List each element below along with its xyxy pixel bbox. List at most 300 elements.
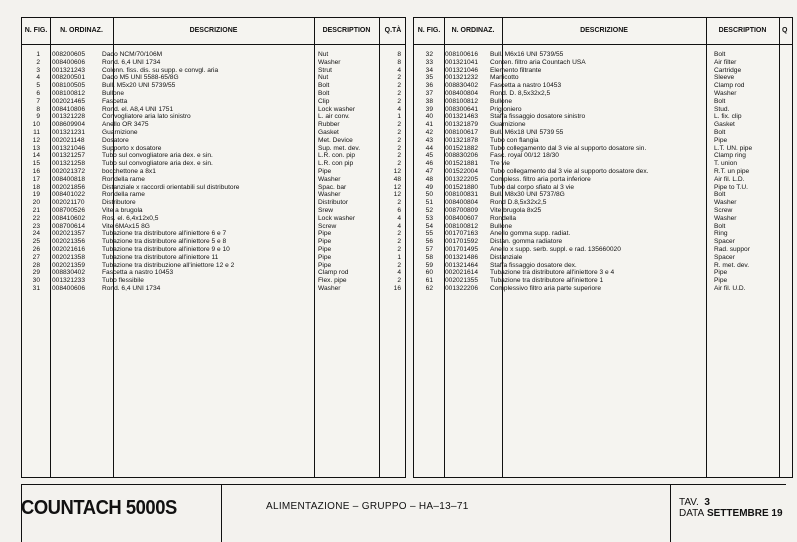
cell-code: 001321046	[445, 66, 479, 74]
cell-desc-en: Pipe	[318, 167, 332, 175]
cell-qty: 2	[397, 230, 401, 238]
table-row	[22, 129, 405, 137]
cell-qty: 2	[397, 160, 401, 168]
cell-desc-it: Tubazione tra distributore all'iniettore 6 e 7	[102, 230, 227, 238]
cell-desc-it: Distanziale x raccordi orientabili sul distributore	[102, 183, 240, 191]
table-row	[414, 176, 792, 184]
cell-desc-it: Distanziale	[490, 253, 523, 261]
cell-desc-en: Washer	[714, 89, 737, 97]
cell-desc-en: Pipe	[318, 261, 332, 269]
cell-desc-it: Complessivo filtro aria parte superiore	[490, 284, 602, 292]
cell-desc-en: Washer	[714, 214, 737, 222]
cell-desc-en: Cartridge	[714, 66, 742, 74]
cell-fig: 48	[425, 175, 433, 183]
cell-qty: 2	[397, 152, 401, 160]
header-qta: Q.TÀ	[384, 27, 402, 34]
cell-desc-en: Sleeve	[714, 74, 735, 82]
cell-code: 001321046	[52, 144, 86, 152]
cell-desc-en: Air fil. U.D.	[714, 284, 746, 292]
cell-fig: 10	[32, 121, 40, 129]
cell-fig: 50	[425, 191, 433, 199]
cell-fig: 12	[32, 136, 40, 144]
cell-desc-en: Srew	[318, 206, 334, 214]
cell-code: 001522004	[445, 167, 479, 175]
parts-table-right	[413, 17, 793, 478]
cell-code: 008700614	[52, 222, 86, 230]
cell-qty: 2	[397, 136, 401, 144]
section-title: ALIMENTAZIONE – GRUPPO – HA–13–71	[266, 501, 469, 512]
cell-fig: 35	[425, 74, 433, 82]
table-row	[22, 207, 405, 215]
cell-desc-en: Nut	[318, 51, 329, 58]
cell-qty: 16	[393, 284, 401, 292]
cell-fig: 11	[33, 128, 40, 136]
cell-desc-it: Distan. gomma radiatore	[490, 238, 563, 246]
cell-fig: 42	[425, 128, 433, 136]
cell-desc-it: Rond. 6,4 UNI 1734	[102, 284, 161, 292]
footer	[0, 484, 786, 542]
cell-desc-en: Ring	[714, 230, 728, 238]
cell-desc-it: Tubo collegamento dal 3 vie al supporto dosatore sin.	[490, 144, 647, 152]
table-row	[414, 74, 792, 82]
cell-qty: 6	[397, 206, 401, 214]
header-qta-right: Q	[782, 27, 788, 34]
cell-fig: 60	[425, 269, 433, 277]
table-row	[414, 51, 792, 59]
cell-fig: 4	[36, 74, 40, 82]
cell-desc-it: Fascetta a nastro 10453	[490, 82, 562, 90]
rows-right	[414, 51, 792, 293]
cell-desc-it: Fasc. royal 00/12 18/30	[490, 152, 559, 160]
cell-code: 002021359	[52, 261, 86, 269]
cell-fig: 59	[425, 261, 433, 269]
cell-code: 002021856	[52, 183, 86, 191]
rows-left	[22, 51, 405, 293]
cell-qty: 4	[397, 269, 401, 277]
cell-desc-en: Sup. met. dev.	[318, 144, 361, 152]
cell-desc-en: Clamp rod	[318, 269, 349, 277]
cell-desc-en: Rubber	[318, 121, 340, 129]
cell-desc-en: Clamp ring	[714, 152, 746, 160]
cell-fig: 13	[32, 144, 40, 152]
cell-code: 008401022	[52, 191, 86, 199]
table-row	[414, 269, 792, 277]
cell-desc-it: Rond D.8,5x32x2,5	[490, 199, 547, 207]
table-row	[22, 230, 405, 238]
table-row	[22, 184, 405, 192]
cell-desc-it: Staffa fissaggio dosatore dex.	[490, 261, 577, 269]
cell-fig: 38	[425, 97, 433, 105]
cell-desc-en: L.R. con. pip	[318, 152, 356, 160]
cell-code: 001321041	[445, 58, 479, 66]
table-row	[414, 184, 792, 192]
cell-desc-en: Spac. bar	[318, 183, 347, 191]
cell-desc-en: Pipe	[318, 253, 332, 261]
cell-code: 001321486	[445, 253, 479, 261]
cell-desc-it: Tre vie	[490, 160, 510, 168]
cell-desc-it: Tubazione tra distributore all'iniettore 3 e 4	[490, 269, 615, 277]
cell-desc-it: Anello x supp. serb. suppl. e rad. 135660020	[490, 245, 621, 253]
cell-fig: 32	[425, 51, 433, 58]
cell-desc-en: Lock washer	[318, 105, 356, 113]
cell-code: 008100505	[52, 82, 86, 90]
cell-desc-it: Supporto x dosatore	[102, 144, 162, 152]
cell-desc-en: Pipe	[714, 277, 728, 285]
cell-desc-en: Met. Device	[318, 136, 353, 144]
table-row	[22, 137, 405, 145]
cell-fig: 9	[36, 113, 40, 121]
cell-desc-en: R.T. un pipe	[714, 167, 750, 175]
cell-qty: 2	[397, 82, 401, 90]
table-row	[22, 145, 405, 153]
cell-desc-it: Tubazione tra distributore all'iniettore 5 e 8	[102, 238, 227, 246]
cell-desc-en: Bolt	[714, 191, 726, 199]
cell-qty: 4	[397, 214, 401, 222]
cell-desc-it: Anello OR 3475	[102, 121, 149, 129]
cell-code: 001701495	[445, 245, 479, 253]
data-label: DATA	[679, 508, 705, 519]
cell-desc-it: Dosatore	[102, 136, 129, 144]
cell-desc-en: Pipe	[714, 136, 728, 144]
cell-fig: 47	[425, 167, 433, 175]
table-row	[414, 98, 792, 106]
cell-fig: 5	[36, 82, 40, 90]
cell-code: 001321243	[52, 66, 86, 74]
cell-fig: 21	[32, 206, 40, 214]
cell-desc-it: bocchettone a 8x1	[102, 167, 156, 175]
table-row	[414, 121, 792, 129]
cell-fig: 62	[425, 284, 433, 292]
cell-fig: 14	[32, 152, 40, 160]
cell-fig: 8	[36, 105, 40, 113]
table-row	[22, 285, 405, 293]
cell-desc-en: Gasket	[714, 121, 735, 129]
cell-desc-it: Rondella rame	[102, 191, 145, 199]
cell-desc-en: Spacer	[714, 253, 735, 261]
cell-desc-en: Flex. pipe	[318, 277, 347, 285]
cell-fig: 18	[32, 183, 40, 191]
cell-desc-it: Rond. el. A8,4 UNI 1751	[102, 105, 174, 113]
data-value: SETTEMBRE 19	[706, 508, 783, 519]
cell-desc-en: Clamp rod	[714, 82, 745, 90]
header-ordinaz: N. ORDINAZ.	[60, 27, 103, 34]
header-descrizione-right: DESCRIZIONE	[580, 27, 628, 34]
cell-code: 001521880	[445, 183, 479, 191]
table-row	[414, 223, 792, 231]
header-descrizione: DESCRIZIONE	[189, 27, 238, 34]
cell-fig: 19	[32, 191, 40, 199]
cell-fig: 3	[36, 66, 40, 74]
table-row	[22, 277, 405, 285]
cell-fig: 52	[425, 206, 433, 214]
table-row	[22, 246, 405, 254]
cell-code: 008100831	[445, 191, 479, 199]
cell-desc-en: Pipe	[318, 230, 332, 238]
table-row	[414, 230, 792, 238]
sheet-info	[679, 497, 783, 519]
cell-qty: 8	[397, 51, 401, 58]
cell-code: 008200605	[52, 51, 86, 58]
cell-code: 008400804	[445, 199, 479, 207]
table-row	[22, 160, 405, 168]
cell-desc-it: Fascetta a nastro 10453	[102, 269, 174, 277]
table-row	[414, 160, 792, 168]
table-row	[22, 113, 405, 121]
cell-fig: 53	[425, 214, 433, 222]
table-row	[22, 121, 405, 129]
header-fig: N. FIG.	[24, 27, 48, 34]
cell-desc-it: Bull. M6x18 UNI 5739 55	[490, 128, 564, 136]
cell-fig: 40	[425, 113, 433, 121]
table-row	[22, 269, 405, 277]
cell-desc-en: L.T. UN. pipe	[714, 144, 753, 152]
cell-desc-it: Tubo sul convogliatore aria dex. e sin.	[102, 160, 213, 168]
cell-desc-it: Rond. 6,4 UNI 1734	[102, 58, 161, 66]
cell-code: 001321231	[52, 128, 86, 136]
cell-fig: 55	[425, 230, 433, 238]
cell-fig: 16	[32, 167, 40, 175]
cell-desc-it: Rondella	[490, 214, 517, 222]
cell-desc-en: Stud.	[714, 105, 730, 113]
cell-fig: 56	[425, 238, 433, 246]
cell-desc-en: Strut	[318, 66, 332, 74]
cell-code: 001321232	[445, 74, 479, 82]
cell-code: 008300641	[445, 105, 479, 113]
cell-qty: 12	[393, 183, 401, 191]
tav-label: TAV.	[679, 497, 699, 508]
cell-code: 008700526	[52, 206, 86, 214]
table-row	[22, 254, 405, 262]
table-row	[22, 199, 405, 207]
cell-fig: 27	[32, 253, 40, 261]
cell-fig: 6	[36, 89, 40, 97]
cell-qty: 4	[397, 222, 401, 230]
table-row	[414, 262, 792, 270]
table-row	[414, 254, 792, 262]
cell-desc-it: Anello gomma supp. radiat.	[490, 230, 571, 238]
cell-desc-it: Colonn. fiss. dis. su supp. e convgl. aria	[102, 66, 219, 74]
cell-fig: 58	[425, 253, 433, 261]
cell-fig: 24	[32, 230, 40, 238]
cell-desc-it: Staffa fissaggio dosatore sinistro	[490, 113, 586, 121]
cell-desc-it: Manicotto	[490, 74, 519, 82]
cell-code: 008400804	[445, 89, 479, 97]
cell-qty: 1	[397, 113, 401, 121]
cell-qty: 4	[397, 105, 401, 113]
cell-fig: 26	[32, 245, 40, 253]
brand-logo: COUNTACH 5000S	[21, 497, 177, 519]
cell-code: 002021357	[52, 230, 86, 238]
cell-desc-en: R. met. dev.	[714, 261, 750, 269]
cell-code: 008400818	[52, 175, 86, 183]
cell-desc-it: Prigioniero	[490, 105, 522, 113]
table-row	[22, 238, 405, 246]
table-row	[22, 106, 405, 114]
cell-desc-it: Vite brugola 8x25	[490, 206, 542, 214]
cell-code: 001321233	[52, 277, 86, 285]
cell-desc-it: Dado NCM/70/106M	[102, 51, 163, 58]
cell-desc-it: Tubo sul convogliatore aria dex. e sin.	[102, 152, 213, 160]
cell-fig: 31	[32, 284, 40, 292]
table-row	[414, 90, 792, 98]
cell-fig: 17	[32, 175, 40, 183]
cell-qty: 2	[397, 74, 401, 82]
cell-qty: 1	[397, 253, 401, 261]
cell-desc-it: Tubazione tra distributore all'iniettore 1	[490, 277, 604, 285]
table-row	[22, 215, 405, 223]
cell-desc-it: Conten. filtro aria Countach USA	[490, 58, 586, 66]
table-row	[414, 82, 792, 90]
header-description-right: DESCRIPTION	[718, 27, 767, 34]
cell-qty: 2	[397, 238, 401, 246]
cell-desc-en: Clip	[318, 97, 330, 105]
cell-desc-en: L. air conv.	[318, 113, 350, 121]
cell-fig: 33	[425, 58, 433, 66]
table-row	[414, 246, 792, 254]
cell-desc-it: Guarnizione	[102, 128, 138, 136]
cell-desc-en: Washer	[318, 58, 341, 66]
cell-desc-en: Spacer	[714, 238, 735, 246]
cell-code: 001321879	[445, 121, 479, 129]
cell-desc-it: Guarnizione	[490, 121, 526, 129]
cell-desc-it: Elemento filtrante	[490, 66, 542, 74]
cell-code: 008410806	[52, 105, 86, 113]
cell-code: 002021616	[52, 245, 86, 253]
cell-code: 001322206	[445, 284, 479, 292]
cell-fig: 41	[425, 121, 433, 129]
cell-code: 001321258	[52, 160, 86, 168]
cell-desc-en: Bolt	[714, 51, 726, 58]
cell-desc-it: Tubazione tra distributore all'iniettore 9 e 10	[102, 245, 230, 253]
cell-fig: 1	[36, 51, 40, 58]
table-row	[22, 152, 405, 160]
cell-code: 001521881	[445, 160, 479, 168]
table-row	[414, 277, 792, 285]
table-row	[414, 145, 792, 153]
header-description: DESCRIPTION	[322, 27, 371, 34]
table-row	[22, 176, 405, 184]
cell-code: 001521882	[445, 144, 479, 152]
table-row	[22, 67, 405, 75]
table-row	[22, 51, 405, 59]
cell-fig: 30	[32, 277, 40, 285]
table-row	[22, 223, 405, 231]
cell-desc-en: L.R. con pip	[318, 160, 354, 168]
cell-desc-en: Pipe	[714, 269, 728, 277]
cell-desc-en: L. fix. clip	[714, 113, 742, 121]
cell-desc-en: Washer	[318, 175, 341, 183]
cell-desc-en: Air filter	[714, 58, 737, 66]
cell-fig: 61	[425, 277, 433, 285]
cell-fig: 36	[425, 82, 433, 90]
cell-fig: 37	[425, 89, 433, 97]
cell-code: 008830402	[445, 82, 479, 90]
cell-code: 002021170	[52, 199, 85, 207]
cell-desc-en: Distributor	[318, 199, 349, 207]
cell-desc-it: Bullone	[490, 97, 512, 105]
cell-code: 008830402	[52, 269, 86, 277]
parts-table-left	[21, 17, 406, 478]
cell-desc-it: Bull. M5x20 UNI 5739/55	[102, 82, 176, 90]
cell-code: 002021358	[52, 253, 86, 261]
table-row	[22, 98, 405, 106]
cell-qty: 2	[397, 121, 401, 129]
cell-code: 008100812	[445, 222, 479, 230]
cell-desc-it: Rondella rame	[102, 175, 145, 183]
cell-desc-it: Tubazione tra distribuzione all'iniettore 12 e 2	[102, 261, 235, 269]
cell-desc-it: Rond. D. 8,5x32x2,5	[490, 89, 551, 97]
cell-code: 008830206	[445, 152, 479, 160]
cell-desc-en: Bolt	[714, 222, 726, 230]
cell-code: 008609904	[52, 121, 86, 129]
cell-desc-en: Washer	[318, 284, 341, 292]
cell-desc-it: Ros. el. 6,4x12x0,5	[102, 214, 159, 222]
cell-qty: 2	[397, 245, 401, 253]
cell-desc-en: T. union	[714, 160, 738, 168]
cell-desc-en: Pipe	[318, 238, 332, 246]
cell-desc-en: Rad. suppor	[714, 245, 750, 253]
cell-desc-en: Bolt	[318, 82, 330, 90]
cell-desc-en: Washer	[318, 191, 341, 199]
table-row	[22, 90, 405, 98]
cell-desc-en: Bolt	[714, 97, 726, 105]
cell-code: 001321228	[52, 113, 86, 121]
tav-value: 3	[704, 497, 710, 508]
cell-qty: 2	[397, 261, 401, 269]
table-row	[414, 67, 792, 75]
table-row	[22, 262, 405, 270]
cell-code: 002021465	[52, 97, 86, 105]
cell-desc-it: Bull. M6x16 UNI 5739/55	[490, 51, 564, 58]
cell-fig: 46	[425, 160, 433, 168]
header-ordinaz-right: N. ORDINAZ.	[451, 27, 495, 34]
cell-code: 008410602	[52, 214, 86, 222]
cell-code: 008200501	[52, 74, 86, 82]
cell-fig: 57	[425, 245, 433, 253]
cell-fig: 15	[32, 160, 40, 168]
cell-code: 001701592	[445, 238, 479, 246]
cell-desc-en: Screw	[714, 206, 733, 214]
cell-code: 002021356	[52, 238, 86, 246]
table-row	[414, 238, 792, 246]
cell-qty: 12	[393, 167, 401, 175]
cell-desc-en: Pipe	[318, 245, 332, 253]
cell-desc-it: Tubo con flangia	[490, 136, 539, 144]
table-row	[22, 168, 405, 176]
cell-desc-it: Tubo dal corpo sfiato al 3 vie	[490, 183, 575, 191]
cell-desc-en: Lock washer	[318, 214, 356, 222]
cell-fig: 34	[425, 66, 433, 74]
cell-fig: 20	[32, 199, 40, 207]
cell-desc-en: Pipe to T.U.	[714, 183, 748, 191]
cell-fig: 29	[32, 269, 40, 277]
cell-qty: 2	[397, 97, 401, 105]
cell-code: 008100616	[445, 51, 479, 58]
cell-desc-it: Bullone	[102, 89, 124, 97]
table-row	[414, 215, 792, 223]
cell-code: 002021148	[52, 136, 85, 144]
cell-desc-it: Tubo flessibile	[102, 277, 144, 285]
cell-desc-it: Vite a brugola	[102, 206, 143, 214]
cell-fig: 7	[36, 97, 40, 105]
cell-desc-it: Bull. M8x30 UNI 5737/8G	[490, 191, 565, 199]
cell-qty: 12	[393, 191, 401, 199]
cell-qty: 48	[393, 175, 401, 183]
cell-desc-en: Screw	[318, 222, 337, 230]
cell-fig: 44	[425, 144, 433, 152]
cell-desc-en: Bolt	[318, 89, 330, 97]
table-row	[414, 207, 792, 215]
